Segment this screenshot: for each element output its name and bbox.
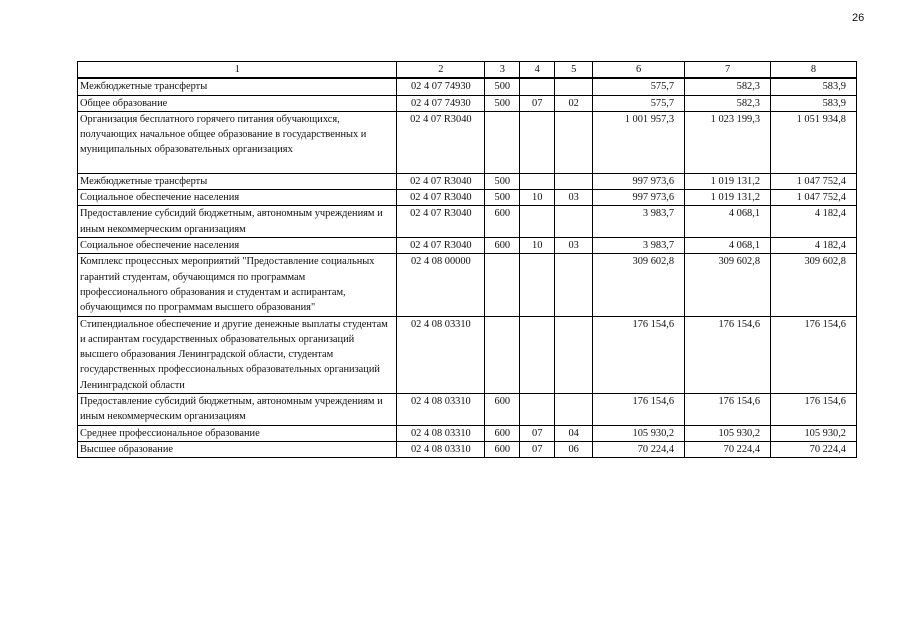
row-value-7: 4 068,1	[685, 238, 771, 254]
row-code: 02 4 08 03310	[397, 441, 485, 457]
table-row	[78, 316, 857, 393]
row-name: Комплекс процессных мероприятий "Предоставление социальных гарантий студентам, обучающимся по программам профессионального образования и студентам и аспирантам, обучающимся по программам высшего образования"	[78, 254, 397, 316]
table-row	[78, 206, 857, 238]
row-code: 02 4 08 00000	[397, 254, 485, 316]
row-name: Организация бесплатного горячего питания обучающихся, получающих начальное общее образование в государственных и муниципальных образовательных организациях	[78, 111, 397, 173]
row-code: 02 4 07 R3040	[397, 190, 485, 206]
row-col4	[520, 111, 555, 173]
row-code: 02 4 08 03310	[397, 316, 485, 393]
table-row	[78, 394, 857, 426]
row-col5	[555, 173, 593, 189]
row-col3: 600	[485, 425, 520, 441]
row-value-7: 309 602,8	[685, 254, 771, 316]
row-col5	[555, 394, 593, 426]
row-col3: 600	[485, 238, 520, 254]
row-col5	[555, 78, 593, 95]
row-value-7: 4 068,1	[685, 206, 771, 238]
row-col4: 07	[520, 441, 555, 457]
header-cell-5: 5	[555, 62, 593, 79]
table-row	[78, 190, 857, 206]
header-cell-3: 3	[485, 62, 520, 79]
row-value-8: 1 047 752,4	[771, 190, 857, 206]
row-col4	[520, 254, 555, 316]
row-col5	[555, 111, 593, 173]
row-col4: 07	[520, 95, 555, 111]
row-value-6: 575,7	[593, 78, 685, 95]
table-row	[78, 78, 857, 95]
row-value-6: 575,7	[593, 95, 685, 111]
header-cell-7: 7	[685, 62, 771, 79]
budget-table	[77, 61, 857, 458]
row-name: Среднее профессиональное образование	[78, 425, 397, 441]
row-col5	[555, 206, 593, 238]
row-name: Предоставление субсидий бюджетным, автономным учреждениям и иным некоммерческим организациям	[78, 206, 397, 238]
row-value-8: 583,9	[771, 95, 857, 111]
row-col3: 600	[485, 441, 520, 457]
row-code: 02 4 07 R3040	[397, 206, 485, 238]
table-row	[78, 254, 857, 316]
row-code: 02 4 08 03310	[397, 425, 485, 441]
row-value-7: 70 224,4	[685, 441, 771, 457]
row-value-7: 1 023 199,3	[685, 111, 771, 173]
header-cell-8: 8	[771, 62, 857, 79]
row-value-6: 3 983,7	[593, 206, 685, 238]
row-name: Общее образование	[78, 95, 397, 111]
row-value-8: 70 224,4	[771, 441, 857, 457]
row-col5: 06	[555, 441, 593, 457]
row-col3	[485, 254, 520, 316]
row-value-8: 105 930,2	[771, 425, 857, 441]
row-col3: 500	[485, 78, 520, 95]
row-code: 02 4 08 03310	[397, 394, 485, 426]
row-value-8: 4 182,4	[771, 206, 857, 238]
row-value-6: 70 224,4	[593, 441, 685, 457]
row-value-6: 997 973,6	[593, 190, 685, 206]
row-col4	[520, 78, 555, 95]
table-row	[78, 238, 857, 254]
header-row	[78, 62, 857, 79]
header-cell-4: 4	[520, 62, 555, 79]
row-value-7: 176 154,6	[685, 316, 771, 393]
row-col3	[485, 316, 520, 393]
row-col4: 10	[520, 238, 555, 254]
row-col5: 04	[555, 425, 593, 441]
row-col4	[520, 206, 555, 238]
row-code: 02 4 07 74930	[397, 78, 485, 95]
row-code: 02 4 07 74930	[397, 95, 485, 111]
row-value-6: 176 154,6	[593, 394, 685, 426]
row-value-6: 105 930,2	[593, 425, 685, 441]
row-code: 02 4 07 R3040	[397, 111, 485, 173]
row-name: Предоставление субсидий бюджетным, автономным учреждениям и иным некоммерческим организациям	[78, 394, 397, 426]
row-col4: 07	[520, 425, 555, 441]
row-col4	[520, 394, 555, 426]
row-name: Социальное обеспечение населения	[78, 238, 397, 254]
row-value-7: 105 930,2	[685, 425, 771, 441]
header-cell-6: 6	[593, 62, 685, 79]
row-name: Высшее образование	[78, 441, 397, 457]
row-value-7: 582,3	[685, 95, 771, 111]
header-cell-1: 1	[78, 62, 397, 79]
table-row	[78, 95, 857, 111]
row-col4: 10	[520, 190, 555, 206]
row-value-8: 1 051 934,8	[771, 111, 857, 173]
row-name: Межбюджетные трансферты	[78, 78, 397, 95]
row-col5: 03	[555, 190, 593, 206]
row-value-8: 1 047 752,4	[771, 173, 857, 189]
row-col5: 03	[555, 238, 593, 254]
row-value-6: 3 983,7	[593, 238, 685, 254]
row-col4	[520, 173, 555, 189]
row-col3: 500	[485, 95, 520, 111]
row-value-6: 1 001 957,3	[593, 111, 685, 173]
row-code: 02 4 07 R3040	[397, 173, 485, 189]
row-code: 02 4 07 R3040	[397, 238, 485, 254]
table-row	[78, 441, 857, 457]
row-col3: 500	[485, 190, 520, 206]
row-name: Социальное обеспечение населения	[78, 190, 397, 206]
row-col3: 600	[485, 206, 520, 238]
row-value-7: 582,3	[685, 78, 771, 95]
row-col5: 02	[555, 95, 593, 111]
table-row	[78, 173, 857, 189]
row-name: Стипендиальное обеспечение и другие денежные выплаты студентам и аспирантам государственных образовательных организаций высшего образования Ленинградской области, студентам государственных профессиональных образовательных организаций Ленинградской области	[78, 316, 397, 393]
row-col4	[520, 316, 555, 393]
row-value-8: 309 602,8	[771, 254, 857, 316]
row-col5	[555, 254, 593, 316]
row-col3: 600	[485, 394, 520, 426]
row-value-7: 176 154,6	[685, 394, 771, 426]
row-value-8: 176 154,6	[771, 316, 857, 393]
row-value-6: 309 602,8	[593, 254, 685, 316]
row-col3	[485, 111, 520, 173]
row-value-8: 176 154,6	[771, 394, 857, 426]
row-value-7: 1 019 131,2	[685, 173, 771, 189]
row-name: Межбюджетные трансферты	[78, 173, 397, 189]
row-value-7: 1 019 131,2	[685, 190, 771, 206]
row-col5	[555, 316, 593, 393]
row-value-8: 583,9	[771, 78, 857, 95]
table-row	[78, 425, 857, 441]
row-value-8: 4 182,4	[771, 238, 857, 254]
table-row	[78, 111, 857, 173]
header-cell-2: 2	[397, 62, 485, 79]
row-value-6: 997 973,6	[593, 173, 685, 189]
page-number: 26	[852, 12, 865, 24]
row-col3: 500	[485, 173, 520, 189]
row-value-6: 176 154,6	[593, 316, 685, 393]
